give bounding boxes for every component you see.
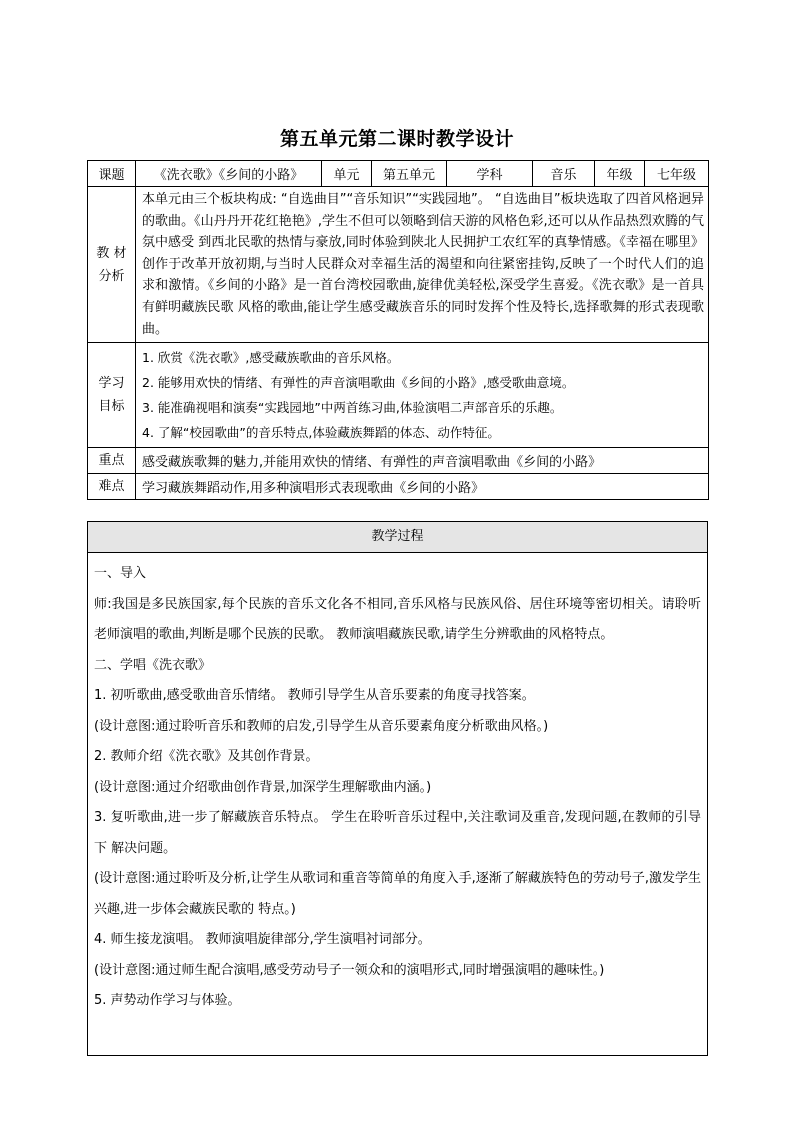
- process-line: 2. 教师介绍《洗衣歌》及其创作背景。: [94, 749, 319, 764]
- material-row: [88, 187, 709, 343]
- key-point-row: [88, 448, 709, 474]
- page-title: 第五单元第二课时教学设计: [279, 128, 514, 150]
- material-text: 本单元由三个板块构成: “自选曲目”“音乐知识”“实践园地”。 “自选曲目”板块选取了四首风格迥异的歌曲。《山丹丹开花红艳艳》,学生不但可以领略到信天游的风格色彩,还可以从作品热烈欢腾的气氛中感受 到西北民歌的热情与豪放,同时体验到陕北人民拥护工农红军的真挚情感。《幸福在哪里》创作于改革开放初期,与当时人民群众对幸福生活的渴望和向往紧密挂钩,反映了一个时代人们的追求和激情。《乡间的小路》是一首台湾校园歌曲,旋律优美轻松,深受学生喜爱。《洗衣歌》是一首具有鲜明藏族民歌 风格的歌曲,能让学生感受藏族音乐的同时发挥个性及特长,选择歌舞的形式表现歌曲。: [136, 187, 709, 343]
- grade-value: 七年级: [645, 161, 709, 187]
- process-line: 5. 声势动作学习与体验。: [94, 993, 241, 1008]
- goals-label-line-2: 目标: [98, 399, 125, 415]
- process-line: (设计意图:通过师生配合演唱,感受劳动号子一领众和的演唱形式,同时增强演唱的趣味性。): [94, 962, 605, 978]
- process-line: 一、导入: [94, 566, 147, 581]
- grade-label: 年级: [595, 161, 645, 187]
- goal-item: 1. 欣赏《洗衣歌》,感受藏族歌曲的音乐风格。: [142, 350, 400, 366]
- difficulty-text: 学习藏族舞蹈动作,用多种演唱形式表现歌曲《乡间的小路》: [136, 474, 709, 500]
- topic-label: 课题: [88, 161, 136, 187]
- topic-value: 《洗衣歌》《乡间的小路》: [136, 161, 322, 187]
- difficulty-label: 难点: [88, 474, 136, 500]
- goal-item: 3. 能准确视唱和演奏“实践园地”中两首练习曲,体验演唱二声部音乐的乐趣。: [142, 400, 563, 416]
- key-point-text: 感受藏族歌舞的魅力,并能用欢快的情绪、有弹性的声音演唱歌曲《乡间的小路》: [136, 448, 709, 474]
- subject-label: 学科: [447, 161, 533, 187]
- material-label: [88, 187, 136, 343]
- teaching-process-body: [88, 553, 707, 1017]
- goals-list: [136, 343, 709, 448]
- goals-row: [88, 343, 709, 448]
- material-label-line-1: 教 材: [96, 245, 127, 261]
- goals-label-line-1: 学习: [98, 376, 125, 392]
- key-point-label: 重点: [88, 448, 136, 474]
- difficulty-row: [88, 474, 709, 500]
- teaching-process-header: 教学过程: [88, 522, 707, 553]
- goal-item: 4. 了解“校园歌曲”的音乐特点,体验藏族舞蹈的体态、动作特征。: [142, 425, 500, 441]
- subject-value: 音乐: [533, 161, 595, 187]
- material-label-line-2: 分析: [98, 268, 125, 284]
- lesson-info-table: [87, 160, 709, 500]
- process-line: 3. 复听歌曲,进一步了解藏族音乐特点。 学生在聆听音乐过程中,关注歌词及重音,发现问题,在教师的引导下 解决问题。: [94, 810, 701, 856]
- process-line: (设计意图:通过聆听音乐和教师的启发,引导学生从音乐要素角度分析歌曲风格。): [94, 718, 549, 734]
- process-line: 二、学唱《洗衣歌》: [94, 657, 212, 673]
- process-line: 师:我国是多民族国家,每个民族的音乐文化各不相同,音乐风格与民族风俗、居住环境等密切相关。请聆听老师演唱的歌曲,判断是哪个民族的民歌。 教师演唱藏族民歌,请学生分辨歌曲的风格特点。: [94, 596, 701, 642]
- process-line: 4. 师生接龙演唱。 教师演唱旋律部分,学生演唱衬词部分。: [94, 932, 431, 947]
- process-line: (设计意图:通过介绍歌曲创作背景,加深学生理解歌曲内涵。): [94, 779, 432, 795]
- header-row: [88, 161, 709, 187]
- process-line: 1. 初听歌曲,感受歌曲音乐情绪。 教师引导学生从音乐要素的角度寻找答案。: [94, 688, 535, 703]
- unit-value: 第五单元: [372, 161, 447, 187]
- unit-label: 单元: [322, 161, 372, 187]
- goals-label: [88, 343, 136, 448]
- teaching-process-section: [87, 521, 708, 1056]
- goal-item: 2. 能够用欢快的情绪、有弹性的声音演唱歌曲《乡间的小路》,感受歌曲意境。: [142, 375, 575, 391]
- process-line: (设计意图:通过聆听及分析,让学生从歌词和重音等简单的角度入手,逐渐了解藏族特色的劳动号子,激发学生兴趣,进一步体会藏族民歌的 特点。): [94, 871, 701, 917]
